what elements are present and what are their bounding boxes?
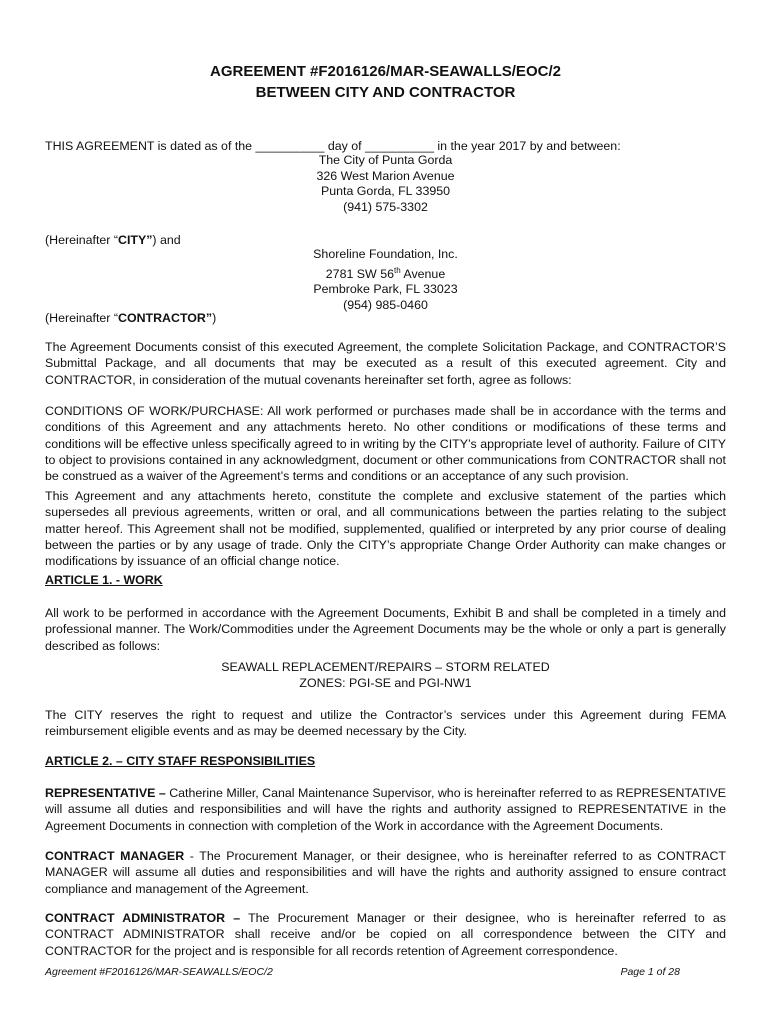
footer-agreement-number: Agreement #F2016126/MAR-SEAWALLS/EOC/2 bbox=[45, 966, 273, 978]
hereinafter-city-pre: (Hereinafter “ bbox=[45, 233, 118, 247]
contractor-street-suffix: th bbox=[393, 265, 401, 275]
city-phone: (941) 575-3302 bbox=[343, 199, 428, 214]
hereinafter-contractor-post: ) bbox=[212, 311, 217, 325]
contractor-name: Shoreline Foundation, Inc. bbox=[313, 247, 458, 261]
contractor-phone: (954) 985-0460 bbox=[343, 297, 428, 312]
agreement-documents-paragraph: The Agreement Documents consist of this executed Agreement, the complete Solicitation Package, and CONTRACTOR’S Submittal Package, and all documents that may be executed as a result of this executed agreement. City and CONTRACTOR, in consideration of the mutual covenants hereinafter set forth, agree as follows: bbox=[45, 340, 726, 387]
city-locality: Punta Gorda, FL 33950 bbox=[320, 184, 451, 199]
representative-label: REPRESENTATIVE – bbox=[45, 786, 166, 800]
agreement-title: AGREEMENT #F2016126/MAR-SEAWALLS/EOC/2 bbox=[210, 63, 561, 80]
contract-administrator-label: CONTRACT ADMINISTRATOR – bbox=[45, 911, 241, 925]
scope-line-2: ZONES: PGI-SE and PGI-NW1 bbox=[299, 676, 472, 690]
contract-administrator-paragraph bbox=[45, 910, 726, 959]
contractor-street-name: Avenue bbox=[400, 266, 446, 281]
agreement-subtitle: BETWEEN CITY AND CONTRACTOR bbox=[255, 84, 516, 101]
city-defined-term: CITY” bbox=[118, 233, 153, 247]
contract-manager-text: - The Procurement Manager, or their designee, who is hereinafter referred to as CONTRACT MANAGER will assume all duties and responsibilities and will have the rights and authority assigned to ensure contract compliance and management of the Agreement. bbox=[45, 849, 726, 896]
hereinafter-city bbox=[45, 232, 726, 248]
hereinafter-contractor bbox=[45, 310, 726, 326]
contractor-locality: Pembroke Park, FL 33023 bbox=[313, 282, 458, 297]
intro-line: THIS AGREEMENT is dated as of the __________ day of __________ in the year 2017 by and between: bbox=[45, 139, 621, 153]
hereinafter-contractor-pre: (Hereinafter “ bbox=[45, 311, 118, 325]
contract-administrator-text: The Procurement Manager or their designee, who is hereinafter referred to as CONTRACT ADMINISTRATOR shall receive and/or be copied on all correspondence between the CITY and CONTRACTOR for the project and is responsible for all records retention of Agreement correspondence. bbox=[45, 911, 726, 958]
contractor-street-number: 2781 SW 56 bbox=[325, 266, 394, 281]
contract-manager-label: CONTRACT MANAGER bbox=[45, 849, 185, 863]
contractor-street bbox=[45, 263, 726, 283]
article-2-heading: ARTICLE 2. – CITY STAFF RESPONSIBILITIES bbox=[45, 754, 316, 768]
article-1-text: All work to be performed in accordance with the Agreement Documents, Exhibit B and shall be completed in a timely and professional manner. The Work/Commodities under the Agreement Documents may be the whole or only a part is generally described as follows: bbox=[45, 606, 726, 653]
conditions-paragraph: CONDITIONS OF WORK/PURCHASE: All work performed or purchases made shall be in accordance with the terms and conditions of this Agreement and any attachments hereto. No other conditions or modifications of these terms and conditions will be effective unless specifically agreed to in writing by the CITY’s appropriate level of authority. Failure of CITY to object to provisions contained in any acknowledgment, document or other communications from CONTRACTOR shall not be construed as a waiver of the Agreement’s terms and conditions or an acceptance of any such provision. bbox=[45, 404, 726, 484]
footer-page-number: Page 1 of 28 bbox=[620, 966, 680, 978]
city-street: 326 West Marion Avenue bbox=[316, 168, 455, 183]
fema-paragraph: The CITY reserves the right to request and utilize the Contractor’s services under this Agreement during FEMA reimbursement eligible events and as may be deemed necessary by the City. bbox=[45, 708, 726, 739]
representative-paragraph bbox=[45, 785, 726, 834]
contractor-address bbox=[45, 247, 726, 314]
city-address bbox=[45, 153, 726, 215]
document-page bbox=[45, 0, 726, 1024]
hereinafter-city-post: ) and bbox=[152, 233, 181, 247]
representative-text: Catherine Miller, Canal Maintenance Supervisor, who is hereinafter referred to as REPRESENTATIVE will assume all duties and responsibilities and will have the rights and authority assigned to REPRESENTATIVE in the Agreement Documents in connection with completion of the Work in accordance with the Agreement Documents. bbox=[45, 786, 726, 833]
contract-manager-paragraph bbox=[45, 848, 726, 897]
contractor-defined-term: CONTRACTOR” bbox=[118, 311, 213, 325]
scope-line-1: SEAWALL REPLACEMENT/REPAIRS – STORM RELATED bbox=[221, 660, 550, 674]
city-name: The City of Punta Gorda bbox=[318, 153, 453, 167]
article-1-heading: ARTICLE 1. - WORK bbox=[45, 573, 163, 587]
entire-agreement-paragraph: This Agreement and any attachments hereto, constitute the complete and exclusive statement of the parties which supersedes all previous agreements, written or oral, and all communications between the parties relating to the subject matter hereof. This Agreement shall not be modified, supplemented, qualified or interpreted by any prior course of dealing between the parties or by any usage of trade. Only the CITY’s appropriate Change Order Authority can make changes or modifications by issuance of an official change notice. bbox=[45, 489, 726, 569]
